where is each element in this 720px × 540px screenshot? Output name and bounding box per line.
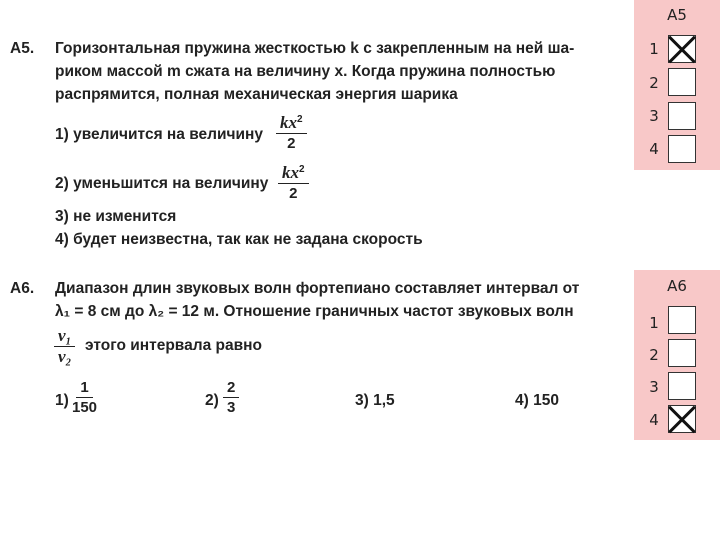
fraction-numerator: kx bbox=[280, 113, 297, 132]
a5-answer-label-4: 4 bbox=[649, 140, 659, 158]
a6-text-line1: Диапазон длин звуковых волн фортепиано составляет интервал от bbox=[55, 280, 580, 297]
a6-answer-checkbox-2[interactable] bbox=[668, 339, 696, 367]
a6-answer-label-1: 1 bbox=[649, 314, 659, 332]
a5-answer-checkbox-2[interactable] bbox=[668, 68, 696, 96]
answer-panel-a6-title: А6 bbox=[667, 277, 687, 295]
a5-answer-checkbox-1[interactable] bbox=[668, 35, 696, 63]
a5-answer-label-1: 1 bbox=[649, 40, 659, 58]
fraction-denominator: 2 bbox=[289, 185, 298, 202]
a6-answer-checkbox-4[interactable] bbox=[668, 405, 696, 433]
a6-text-line2: λ₁ = 8 см до λ₂ = 12 м. Отношение граничных частот звуковых волн bbox=[55, 303, 574, 320]
a6-option-1-fraction bbox=[72, 378, 97, 418]
a6-option-4-text: 4) 150 bbox=[515, 392, 559, 409]
a6-option-1-label: 1) bbox=[55, 392, 69, 409]
a6-answer-label-4: 4 bbox=[649, 411, 659, 429]
a5-option-1-text: 1) увеличится на величину bbox=[55, 126, 264, 143]
a6-number: А6. bbox=[10, 280, 35, 297]
a5-option-1-fraction bbox=[276, 110, 307, 154]
a5-option-3-text: 3) не изменится bbox=[55, 208, 177, 225]
ratio-numerator: ν₁ bbox=[58, 326, 72, 345]
a5-answer-checkbox-4[interactable] bbox=[668, 135, 696, 163]
a5-number: А5. bbox=[10, 40, 35, 57]
fraction-exponent: 2 bbox=[297, 114, 303, 125]
a5-option-4-text: 4) будет неизвестна, так как не задана скорость bbox=[55, 231, 423, 248]
ratio-denominator: ν₂ bbox=[58, 347, 72, 366]
a5-answer-checkbox-3[interactable] bbox=[668, 102, 696, 130]
a6-answer-label-3: 3 bbox=[649, 378, 659, 396]
a6-answer-checkbox-1[interactable] bbox=[668, 306, 696, 334]
a6-answer-checkbox-3[interactable] bbox=[668, 372, 696, 400]
a6-option-2-fraction bbox=[223, 378, 239, 418]
answer-panel-a5-title: А5 bbox=[667, 6, 687, 24]
fraction-denominator: 2 bbox=[287, 135, 296, 152]
fraction-numerator: kx bbox=[282, 163, 299, 182]
a6-answer-label-2: 2 bbox=[649, 346, 659, 364]
a5-text-line3: распрямится, полная механическая энергия шарика bbox=[55, 86, 458, 103]
a5-answer-label-3: 3 bbox=[649, 107, 659, 125]
fraction-exponent: 2 bbox=[299, 164, 305, 175]
fraction-denominator: 3 bbox=[227, 399, 236, 416]
a6-text-line3: этого интервала равно bbox=[85, 337, 262, 354]
a5-text-line2: риком массой m сжата на величину x. Когда пружина полностью bbox=[55, 63, 556, 80]
a5-option-2-text: 2) уменьшится на величину bbox=[55, 175, 269, 192]
a6-option-3-text: 3) 1,5 bbox=[355, 392, 395, 409]
a6-option-2-label: 2) bbox=[205, 392, 219, 409]
fraction-numerator: 1 bbox=[76, 378, 92, 398]
a6-ratio-fraction bbox=[54, 326, 75, 368]
fraction-numerator: 2 bbox=[223, 378, 239, 398]
a5-text-line1: Горизонтальная пружина жесткостью k с закрепленным на ней ша- bbox=[55, 40, 575, 57]
a5-option-2-fraction bbox=[278, 160, 309, 204]
fraction-denominator: 150 bbox=[72, 399, 98, 416]
a5-answer-label-2: 2 bbox=[649, 74, 659, 92]
